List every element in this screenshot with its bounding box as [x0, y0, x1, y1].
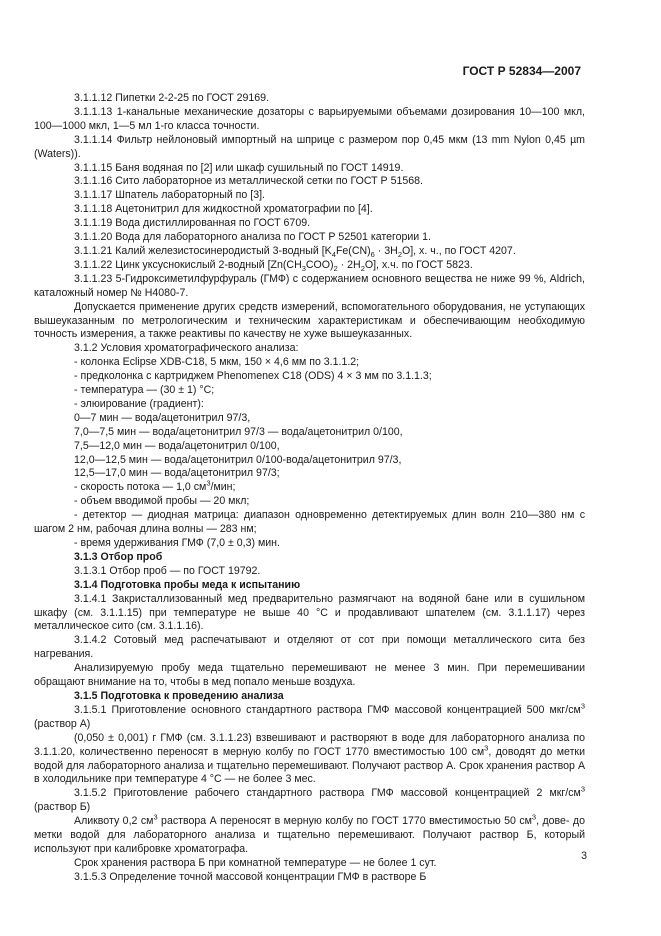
paragraph-solution-b-title: 3.1.5.2 Приготовление рабочего стандартного раствора ГМФ массовой концентрацией 2 мкг/$см^3$ (раствор Б)	[34, 784, 585, 814]
list-item: - время удерживания ГМФ (7,0 ± 0,3) мин.	[74, 537, 280, 549]
paragraph-zinc: 3.1.1.22 Цинк уксуснокислый 2-водный $[Zn(CH_3COO)_2 \cdot 2H_2O]$, х.ч. по ГОСТ 5823.	[74, 258, 473, 273]
paragraph: 3.1.1.14 Фильтр нейлоновый импортный на шприце с размером пор 0,45 мкм (13 mm Nylon 0,45 µm (Waters)).	[34, 133, 585, 160]
section-heading: 3.1.4 Подготовка пробы меда к испытанию	[74, 578, 301, 591]
gradient-step: 12,5—17,0 мин — вода/ацетонитрил 97/3;	[74, 467, 280, 480]
paragraph-solution-a-title: 3.1.5.1 Приготовление основного стандартного раствора ГМФ массовой концентрацией 500 мкг/$см^3$ (раствор А)	[34, 701, 585, 730]
page-number: 3	[581, 850, 587, 862]
list-item: - температура — (30 ± 1) °С;	[74, 384, 215, 397]
document-header: ГОСТ Р 52834—2007	[462, 64, 581, 78]
paragraph-potassium: 3.1.1.21 Калий железистосинеродистый 3-водный $[K_4Fe(CN)_6 \cdot 3H_2O]$, х. ч., по ГОСТ 4207.	[74, 244, 516, 260]
paragraph: 3.1.1.18 Ацетонитрил для жидкостной хроматографии по [4].	[74, 203, 373, 216]
gradient-step: 7,0—7,5 мин — вода/ацетонитрил 97/3 — вода/ацетонитрил 0/100,	[74, 425, 403, 438]
paragraph: 3.1.1.15 Баня водяная по [2] или шкаф сушильный по ГОСТ 14919.	[74, 161, 404, 174]
paragraph: 3.1.1.23 5-Гидроксиметилфурфураль (ГМФ) с содержанием основного вещества не ниже 99 %, Aldrich, каталожный номер № H4080-7.	[34, 272, 585, 299]
section-heading: 3.1.5 Подготовка к проведению анализа	[74, 689, 284, 702]
list-item-flow: - скорость потока — 1,0 $см^3$/мин;	[74, 478, 236, 494]
paragraph-solution-b: Аликвоту 0,2 $см^3$ раствора А переносят в мерную колбу по ГОСТ 1770 вместимостью 50 $см^3$, дове- до метки водой для лабораторного анализа и тщательно перемешивают. Получают раствор Б, который используют при калибровке хроматографа.	[34, 812, 585, 855]
paragraph: 3.1.3.1 Отбор проб — по ГОСТ 19792.	[74, 564, 261, 577]
paragraph: 3.1.1.20 Вода для лабораторного анализа по ГОСТ Р 52501 категории 1.	[74, 231, 432, 244]
paragraph: Допускается применение других средств измерений, вспомогательного оборудования, не уступающих вышеуказанным по метрологическим и техническим характеристикам и обеспечивающим необходимую точность измерения, а также реактивы по качеству не хуже вышеуказанных.	[34, 300, 585, 341]
paragraph: 3.1.4.1 Закристаллизованный мед предварительно размягчают на водяной бане или в сушильном шкафу (см. 3.1.1.15) при температуре не выше 40 °С и продавливают шпателем (см. 3.1.1.17) через металлическое сито (см. 3.1.1.16).	[34, 592, 585, 633]
list-item: - предколонка с картриджем Phenomenex C18 (ODS) 4 × 3 мм по 3.1.1.3;	[74, 370, 432, 383]
list-item: - элюирование (градиент):	[74, 397, 204, 410]
paragraph-solution-a: (0,050 ± 0,001) г ГМФ (см. 3.1.1.23) взвешивают и растворяют в воде для лабораторного анализа по 3.1.1.20, количественно переносят в мерную колбу по ГОСТ 1770 вместимостью 100 $см^3$, доводят до метки водой для лабораторного анализа и тщательно перемешивают. Получают раствор А. Срок хранения раствор А в холодильнике при температуре 4 °С — не более 3 мес.	[34, 731, 586, 786]
gradient-step: 12,0—12,5 мин — вода/ацетонитрил 0/100-вода/ацетонитрил 97/3,	[74, 453, 402, 466]
list-item: - объем вводимой пробы — 20 мкл;	[74, 495, 250, 508]
paragraph: Анализируемую пробу меда тщательно перемешивают не менее 3 мин. При перемешивании обращают внимание на то, чтобы в мед попало меньше воздуха.	[34, 662, 585, 689]
gradient-step: 0—7 мин — вода/ацетонитрил 97/3,	[74, 411, 251, 424]
paragraph: 3.1.4.2 Сотовый мед распечатывают и отделяют от сот при помощи металлического сита без нагревания.	[34, 634, 585, 661]
paragraph: 3.1.1.13 1-канальные механические дозаторы с варьируемыми объемами дозирования 10—100 мкл, 100—1000 мкл, 1—5 мл 1-го класса точности.	[34, 105, 585, 132]
paragraph: 3.1.5.3 Определение точной массовой концентрации ГМФ в растворе Б	[74, 870, 427, 883]
list-item: - колонка Eclipse XDB-C18, 5 мкм, 150 × 4,6 мм по 3.1.1.2;	[74, 356, 360, 369]
section-heading: 3.1.3 Отбор проб	[74, 550, 163, 563]
paragraph: Срок хранения раствора Б при комнатной температуре — не более 1 сут.	[74, 856, 437, 869]
paragraph: 3.1.1.16 Сито лабораторное из металлической сетки по ГОСТ Р 51568.	[74, 175, 423, 188]
gradient-step: 7,5—12,0 мин — вода/ацетонитрил 0/100,	[74, 439, 280, 452]
paragraph: 3.1.2 Условия хроматографического анализа:	[74, 342, 299, 355]
paragraph: 3.1.1.19 Вода дистиллированная по ГОСТ 6709.	[74, 217, 311, 230]
paragraph: 3.1.1.17 Шпатель лабораторный по [3].	[74, 189, 265, 202]
list-item: - детектор — диодная матрица: диапазон одновременно детектируемых длин волн 210—380 нм с шагом 2 нм, рабочая длина волны — 283 нм;	[34, 509, 585, 536]
paragraph: 3.1.1.12 Пипетки 2-2-25 по ГОСТ 29169.	[74, 92, 270, 104]
document-body	[34, 92, 585, 885]
